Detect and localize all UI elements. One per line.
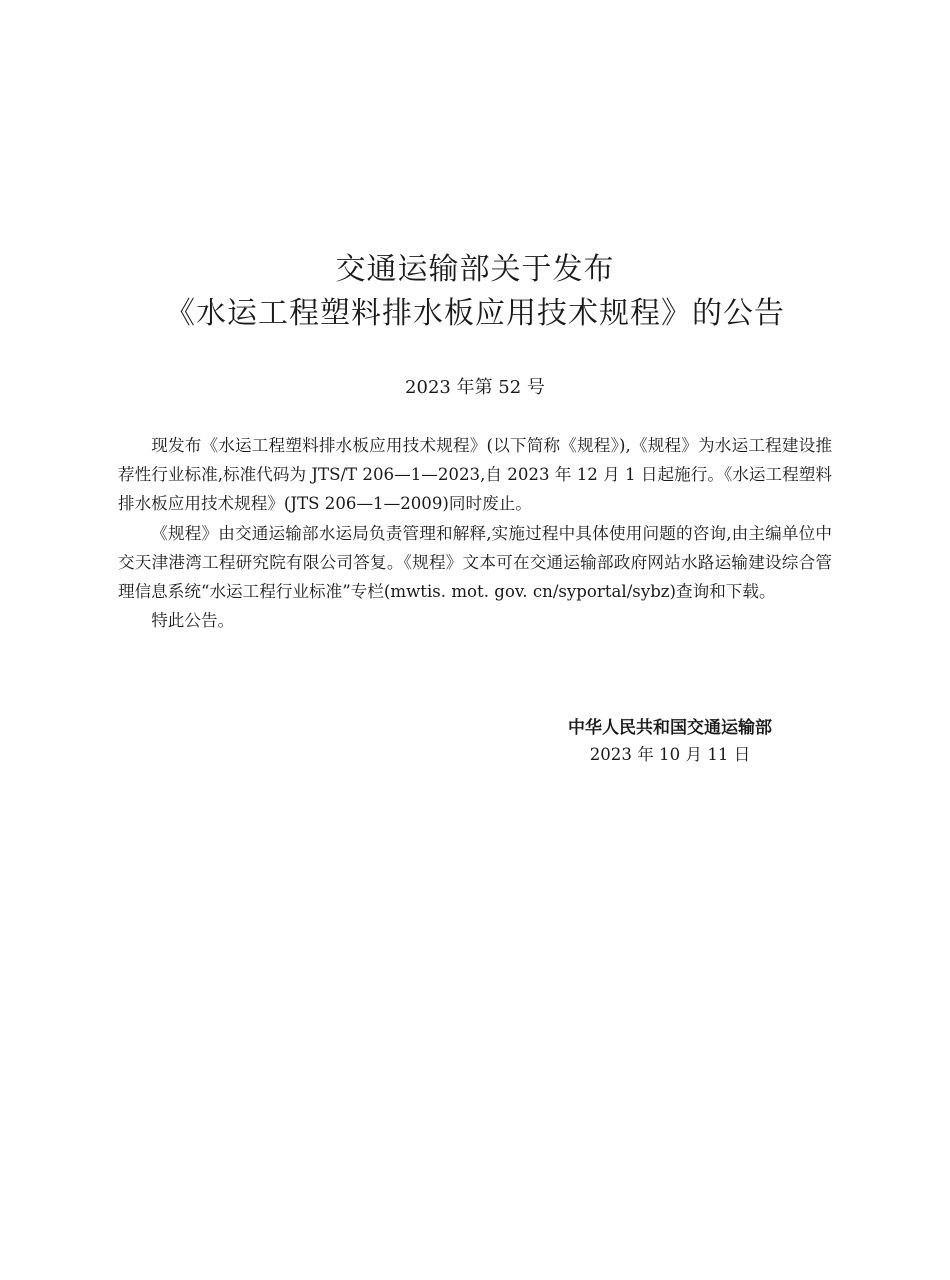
document-number: 2023 年第 52 号: [405, 377, 545, 398]
paragraph-closing: 特此公告。: [151, 611, 235, 631]
paragraph-release: 现发布《水运工程塑料排水板应用技术规程》(以下简称《规程》),《规程》为水运工程建设推荐性行业标准,标准代码为 JTS/T 206—1—2023,自 2023 年 12 月 1 日起施行。《水运工程塑料排水板应用技术规程》(JTS 206—1—2009)同时废止。: [118, 436, 832, 514]
announcement-title: [0, 248, 950, 336]
issuing-organization: 中华人民共和国交通运输部: [568, 718, 772, 738]
paragraph-management: 《规程》由交通运输部水运局负责管理和解释,实施过程中具体使用问题的咨询,由主编单位中交天津港湾工程研究院有限公司答复。《规程》文本可在交通运输部政府网站水路运输建设综合管理信息系统“水运工程行业标准”专栏(mwtis. mot. gov. cn/syportal/sybz)查询和下载。: [118, 523, 832, 602]
title-line-2: 《水运工程塑料排水板应用技术规程》的公告: [165, 296, 785, 331]
title-line-1: 交通运输部关于发布: [335, 252, 615, 287]
issue-date: 2023 年 10 月 11 日: [589, 745, 751, 764]
announcement-body: [118, 431, 832, 635]
signature-block: [530, 714, 850, 768]
